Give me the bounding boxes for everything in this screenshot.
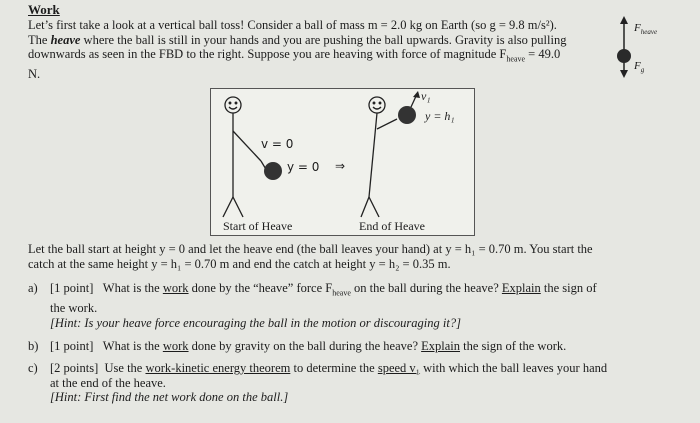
v1-label: v₁ (421, 89, 431, 103)
hint-text: [Hint: First find the net work done on the ball.] (50, 390, 289, 404)
q-text: on the ball during the heave? (350, 281, 502, 295)
intro-text: where the ball is still in your hands and you are pushing the ball upwards. Gravity is also pulling (80, 32, 567, 47)
velocity-arrowhead (413, 91, 420, 98)
fbd-label-text: F (634, 22, 641, 34)
work-term: work (162, 339, 189, 353)
intro-line-4: N. (28, 67, 41, 81)
work-term: work (162, 281, 189, 295)
fbd-label-text: F (634, 60, 641, 72)
q-text-line-2: the work. (50, 301, 98, 315)
fbd-gravity-label (634, 60, 644, 74)
heave-figure (210, 88, 475, 236)
q-text: with which the ball leaves your hand (420, 361, 608, 375)
y-zero-label: y = 0 (287, 160, 320, 174)
q-text: done by the “heave” force F (188, 281, 333, 295)
person-start (223, 97, 267, 217)
setup-line-2: catch at the same height y = h₁ = 0.70 m and end the catch at height y = h₂ = 0.35 m. (28, 256, 451, 271)
points: [1 point] (50, 339, 94, 353)
hint-text: [Hint: Is your heave force encouraging the ball in the motion or discouraging it?] (50, 315, 461, 330)
setup-line-1: Let the ball start at height y = 0 and let the heave end (the ball leaves your hand) at y = h₁ = 0.70 m. You start the (28, 242, 593, 256)
free-body-diagram (600, 12, 680, 82)
fbd-label-sub: g (640, 66, 645, 75)
question-label: b) (28, 339, 39, 353)
explain-term: Explain (421, 339, 461, 353)
intro-line-1: Let’s first take a look at a vertical ball toss! Consider a ball of mass m = 2.0 kg on Earth (so g = 9.8 m/s²). (28, 18, 557, 32)
person-end (361, 97, 397, 217)
heave-arrowhead (620, 16, 628, 24)
q-text-line-2: at the end of the heave. (50, 375, 166, 390)
q-text: to determine the (290, 361, 378, 375)
q-text: done by gravity on the ball during the heave? (188, 339, 422, 353)
intro-text: downwards as seen in the FBD to the right. Suppose you are heaving with force of magnitude F (28, 47, 507, 61)
intro-text: The (28, 32, 51, 47)
q-text: Use the (104, 361, 146, 375)
question-a (28, 281, 678, 330)
y-h1-label: y = h₁ (425, 109, 455, 123)
page-title: Work (28, 2, 60, 17)
ball-end (398, 106, 416, 124)
points: [2 points] (50, 361, 99, 375)
ball-start (264, 162, 282, 180)
caption-start: Start of Heave (223, 219, 293, 233)
force-subscript: heave (332, 288, 351, 298)
q-text: What is the (102, 281, 163, 295)
q-text: the sign of (540, 281, 597, 295)
question-b (28, 339, 678, 354)
question-label: c) (28, 361, 38, 375)
fbd-ball (617, 49, 631, 63)
intro-text: = 49.0 (525, 47, 561, 61)
intro-line-3 (28, 47, 608, 67)
points: [1 point] (50, 281, 94, 295)
q-text: the sign of the work. (460, 339, 567, 353)
gravity-arrowhead (620, 70, 628, 78)
force-subscript: heave (506, 54, 526, 64)
speed-term: speed v₁ (377, 361, 421, 375)
caption-end: End of Heave (359, 219, 425, 233)
question-label: a) (28, 281, 38, 295)
heave-term: heave (50, 32, 81, 47)
intro-paragraph (28, 18, 608, 82)
fbd-heave-label (634, 22, 657, 36)
fbd-label-sub: heave (640, 28, 658, 37)
q-text: What is the (102, 339, 163, 353)
question-c (28, 361, 678, 405)
theorem-term: work-kinetic energy theorem (145, 361, 291, 375)
v-zero-label: v = 0 (261, 137, 294, 151)
setup-paragraph (28, 242, 668, 271)
transition-arrow: ⇒ (335, 159, 346, 173)
intro-line-2 (28, 33, 608, 48)
explain-term: Explain (501, 281, 541, 295)
